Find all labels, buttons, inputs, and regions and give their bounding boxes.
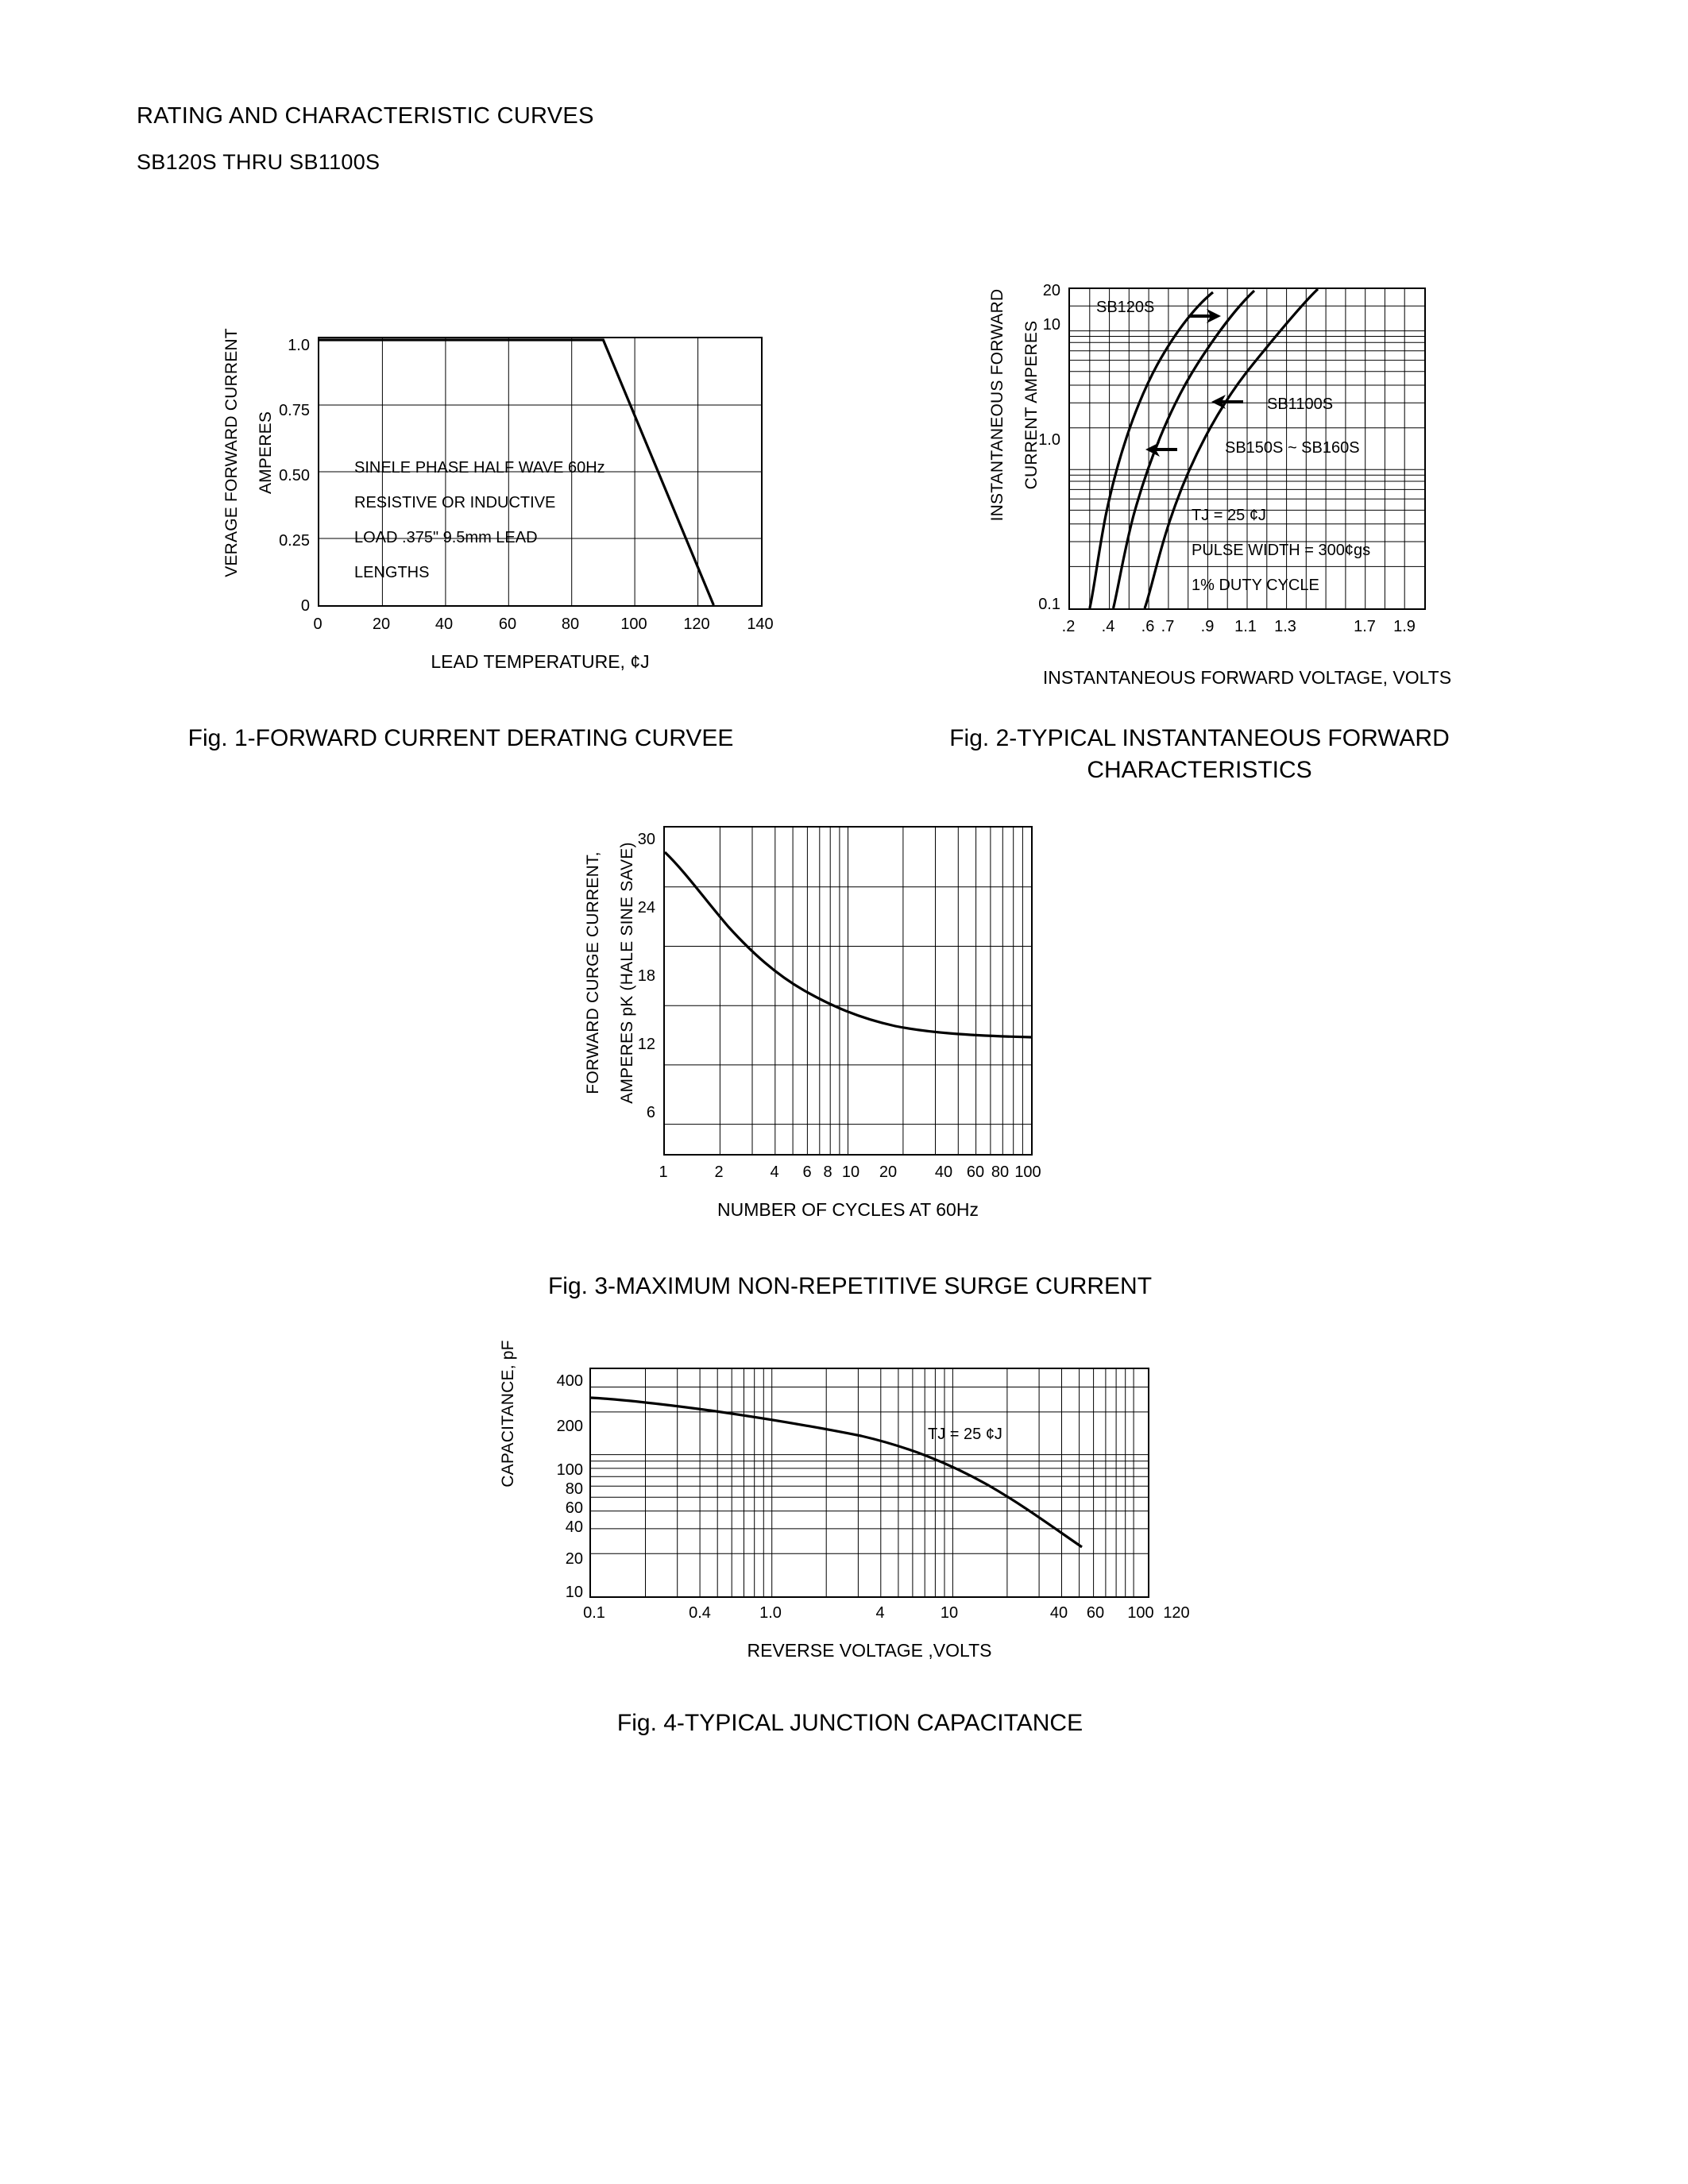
fig1-ytick-0.25: 0.25	[279, 532, 310, 550]
fig2-xtick-0.6: .6	[1141, 618, 1155, 635]
fig3-xtick-4: 4	[770, 1163, 779, 1181]
fig3-x-axis-label: NUMBER OF CYCLES AT 60Hz	[717, 1199, 979, 1220]
fig3-xtick-10: 10	[841, 1163, 860, 1181]
fig4-x-axis-label: REVERSE VOLTAGE ,VOLTS	[747, 1640, 992, 1661]
fig2-ytick-1.0: 1.0	[1038, 431, 1060, 449]
fig2-xtick-1.3: 1.3	[1274, 618, 1296, 635]
fig3-xtick-6: 6	[802, 1163, 812, 1181]
fig2-xtick-1.1: 1.1	[1234, 618, 1257, 635]
fig1-xtick-80: 80	[561, 615, 580, 633]
fig4-plot-svg	[591, 1369, 1148, 1596]
fig1-note-2: LOAD .375" 9.5mm LEAD	[354, 529, 538, 546]
fig3-ytick-24: 24	[637, 899, 655, 916]
fig2-note-1: PULSE WIDTH = 300¢gs	[1192, 542, 1371, 559]
fig4-note-tj-text: TJ = 25 ¢J	[928, 1426, 1002, 1443]
fig4-xtick-10: 10	[940, 1604, 959, 1622]
fig1-xtick-120: 120	[683, 615, 710, 633]
fig2-xtick-0.4: .4	[1101, 618, 1115, 635]
fig4-ytick-80: 80	[565, 1480, 583, 1498]
fig1-xtick-140: 140	[747, 615, 774, 633]
fig3-xtick-1: 1	[659, 1163, 668, 1181]
fig1-note-0: SINELE PHASE HALF WAVE 60Hz	[354, 459, 605, 477]
fig2-caption-line1: Fig. 2-TYPICAL INSTANTANEOUS FORWARD	[949, 725, 1450, 751]
fig4-plot-area	[589, 1368, 1149, 1598]
fig2-xtick-1.9: 1.9	[1393, 618, 1416, 635]
fig4-ytick-100: 100	[556, 1461, 583, 1479]
fig4-ytick-20: 20	[565, 1550, 583, 1568]
fig4-ytick-200: 200	[556, 1418, 583, 1435]
fig4-note-tj	[928, 1426, 1002, 1444]
fig1-xtick-0: 0	[313, 615, 323, 633]
fig4-xtick-100: 100	[1127, 1604, 1154, 1622]
fig4-xtick-0.4: 0.4	[689, 1604, 711, 1622]
fig3-y-axis-label-2: AMPERES pK (HALE SINE SAVE)	[618, 842, 636, 1104]
fig3-ytick-12: 12	[637, 1036, 655, 1053]
fig4-xtick-4: 4	[875, 1604, 885, 1622]
fig4-xtick-120: 120	[1163, 1604, 1190, 1622]
fig2-caption-line2: CHARACTERISTICS	[1087, 757, 1312, 783]
fig4-ytick-40: 40	[565, 1518, 583, 1536]
fig1-ytick-0.75: 0.75	[279, 402, 310, 419]
fig3-xtick-2: 2	[714, 1163, 724, 1181]
fig2-y-axis-label-2: CURRENT AMPERES	[1022, 320, 1041, 490]
fig1-xtick-40: 40	[435, 615, 454, 633]
fig1-y-axis-label-2: AMPERES	[257, 411, 275, 495]
fig1-xtick-20: 20	[372, 615, 391, 633]
fig4-ytick-10: 10	[565, 1584, 583, 1601]
fig1-xtick-60: 60	[498, 615, 517, 633]
fig2-xtick-0.2: .2	[1061, 618, 1076, 635]
fig3-ytick-6: 6	[646, 1104, 655, 1121]
fig1-ytick-1.0: 1.0	[288, 337, 310, 354]
fig1-caption: Fig. 1-FORWARD CURRENT DERATING CURVEE	[187, 725, 734, 751]
page-subtitle: SB120S THRU SB1100S	[137, 150, 380, 174]
fig3-xtick-100: 100	[1014, 1163, 1041, 1181]
fig2-ytick-10: 10	[1042, 316, 1060, 334]
fig2-x-axis-label: INSTANTANEOUS FORWARD VOLTAGE, VOLTS	[1042, 667, 1452, 688]
fig3-xtick-20: 20	[879, 1163, 898, 1181]
fig2-note-2: 1% DUTY CYCLE	[1192, 577, 1319, 594]
page-title: RATING AND CHARACTERISTIC CURVES	[137, 103, 594, 129]
fig3-xtick-80: 80	[991, 1163, 1010, 1181]
fig3-xtick-8: 8	[823, 1163, 832, 1181]
fig2-note-0: TJ = 25 ¢J	[1192, 507, 1266, 524]
fig2-xtick-1.7: 1.7	[1354, 618, 1376, 635]
fig1-note-3: LENGTHS	[354, 564, 430, 581]
fig2-series-label-sb1100s: SB1100S	[1267, 396, 1334, 413]
fig1-xtick-100: 100	[620, 615, 647, 633]
fig4-ytick-400: 400	[556, 1372, 583, 1390]
fig3-xtick-40: 40	[934, 1163, 953, 1181]
fig1-y-axis-label: VERAGE FORWARD CURRENT	[222, 328, 241, 577]
page-header	[137, 103, 594, 175]
fig2-caption	[874, 723, 1525, 786]
fig3-plot-svg	[665, 828, 1031, 1154]
fig1-ytick-0.50: 0.50	[279, 467, 310, 484]
fig3-xtick-60: 60	[966, 1163, 985, 1181]
fig1-ytick-0: 0	[300, 597, 310, 615]
fig3-ytick-18: 18	[637, 967, 655, 985]
fig3-plot-area	[663, 826, 1033, 1156]
fig3-ytick-30: 30	[637, 831, 655, 848]
fig4-xtick-0.1: 0.1	[583, 1604, 605, 1622]
fig4-ytick-60: 60	[565, 1499, 583, 1517]
fig1-note-1: RESISTIVE OR INDUCTIVE	[354, 494, 556, 511]
fig2-xtick-0.9: .9	[1200, 618, 1215, 635]
fig2-series-label-sb120s: SB120S	[1096, 299, 1155, 316]
fig2-y-axis-label: INSTANTANEOUS FORWARD	[988, 288, 1006, 522]
fig4-xtick-40: 40	[1049, 1604, 1068, 1622]
fig4-y-axis-label: CAPACITANCE, pF	[499, 1340, 517, 1488]
fig3-caption: Fig. 3-MAXIMUM NON-REPETITIVE SURGE CURRENT	[547, 1273, 1153, 1299]
fig2-ytick-0.1: 0.1	[1038, 596, 1060, 613]
fig2-ytick-20: 20	[1042, 282, 1060, 299]
fig2-xtick-0.7: .7	[1161, 618, 1175, 635]
fig4-xtick-1.0: 1.0	[759, 1604, 782, 1622]
fig1-x-axis-label: LEAD TEMPERATURE, ¢J	[431, 651, 650, 672]
fig4-xtick-60: 60	[1086, 1604, 1105, 1622]
fig2-series-label-sb150s: SB150S ~ SB160S	[1225, 439, 1360, 457]
fig4-caption: Fig. 4-TYPICAL JUNCTION CAPACITANCE	[616, 1710, 1083, 1736]
fig3-y-axis-label: FORWARD CURGE CURRENT,	[584, 851, 602, 1094]
